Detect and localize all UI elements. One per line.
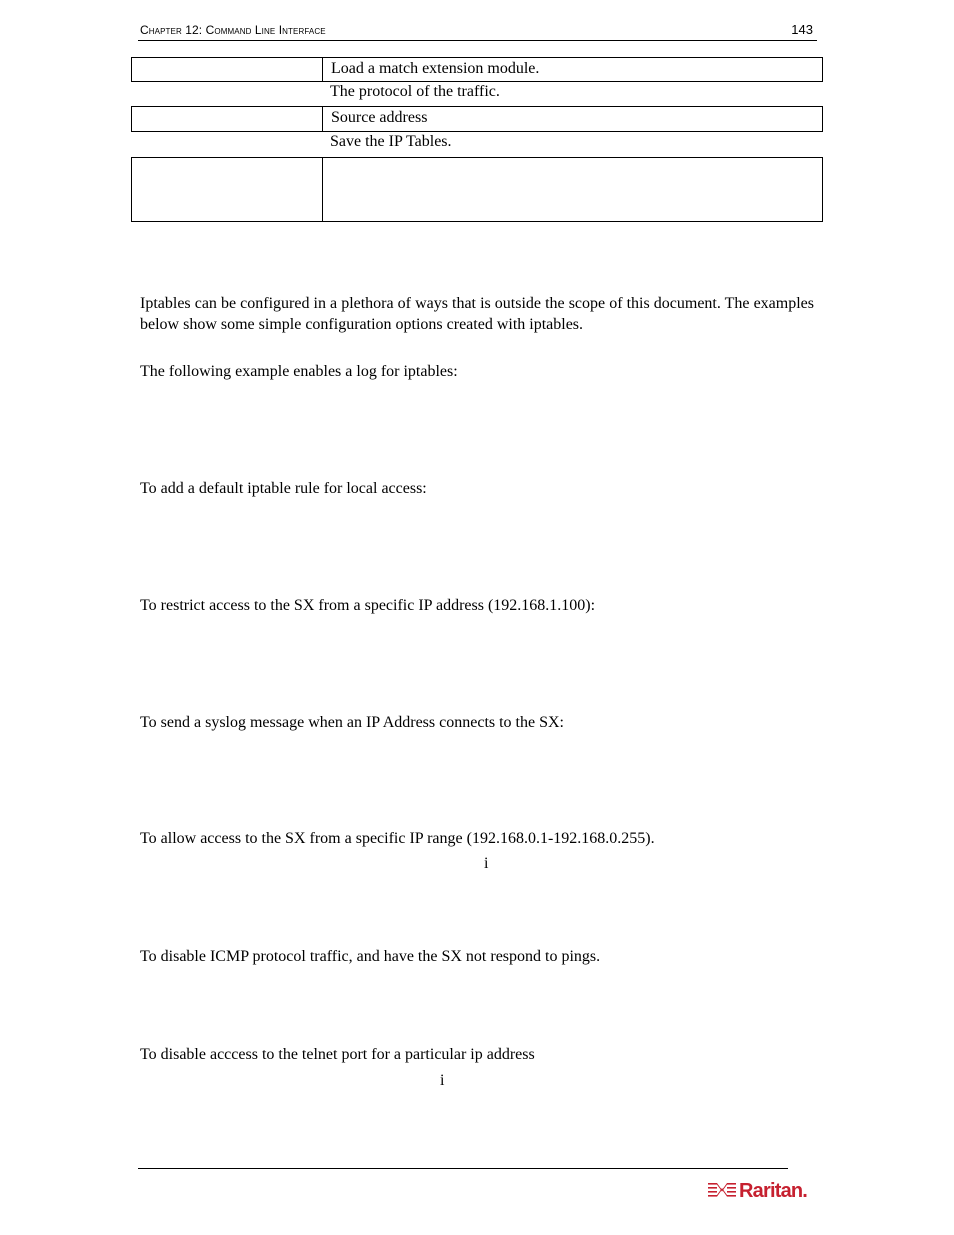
logo-wordmark: Raritan. [739,1180,808,1202]
table-row [131,82,823,106]
chapter-title: Chapter 12: Command Line Interface [140,23,326,37]
header-divider [138,40,817,41]
table-cell-description: Source address [331,109,428,126]
table-cell-parameter [132,158,323,221]
example-caption: To add a default iptable rule for local access: [140,480,427,497]
table-cell-parameter [131,82,321,106]
table-row [131,106,823,132]
text-fragment: i [484,855,489,872]
table-cell-description: Load a match extension module. [331,60,540,77]
example-caption: To send a syslog message when an IP Address connects to the SX: [140,714,564,731]
table-cell-description: The protocol of the traffic. [330,83,500,100]
raritan-emblem-icon [708,1182,736,1200]
example-caption: To restrict access to the SX from a specific IP address (192.168.1.100): [140,597,596,614]
intro-paragraph: Iptables can be configured in a plethora of ways that is outside the scope of this document. The examples below show some simple configuration options created with iptables. [140,295,814,333]
table-cell-parameter [132,58,323,81]
table-row [131,57,823,82]
text-fragment: i [440,1072,445,1089]
example-caption: To disable acccess to the telnet port for a particular ip address [140,1046,535,1063]
table-cell-parameter [131,132,321,157]
example-caption: To allow access to the SX from a specific IP range (192.168.0.1-192.168.0.255). [140,830,655,847]
table-cell-parameter [132,107,323,131]
table-row [131,132,823,157]
page-number: 143 [791,22,813,37]
footer-divider [138,1168,788,1169]
table-cell-description: Save the IP Tables. [330,133,452,150]
table-row [131,157,823,222]
example-caption: To disable ICMP protocol traffic, and have the SX not respond to pings. [140,948,601,965]
example-caption: The following example enables a log for iptables: [140,363,458,380]
